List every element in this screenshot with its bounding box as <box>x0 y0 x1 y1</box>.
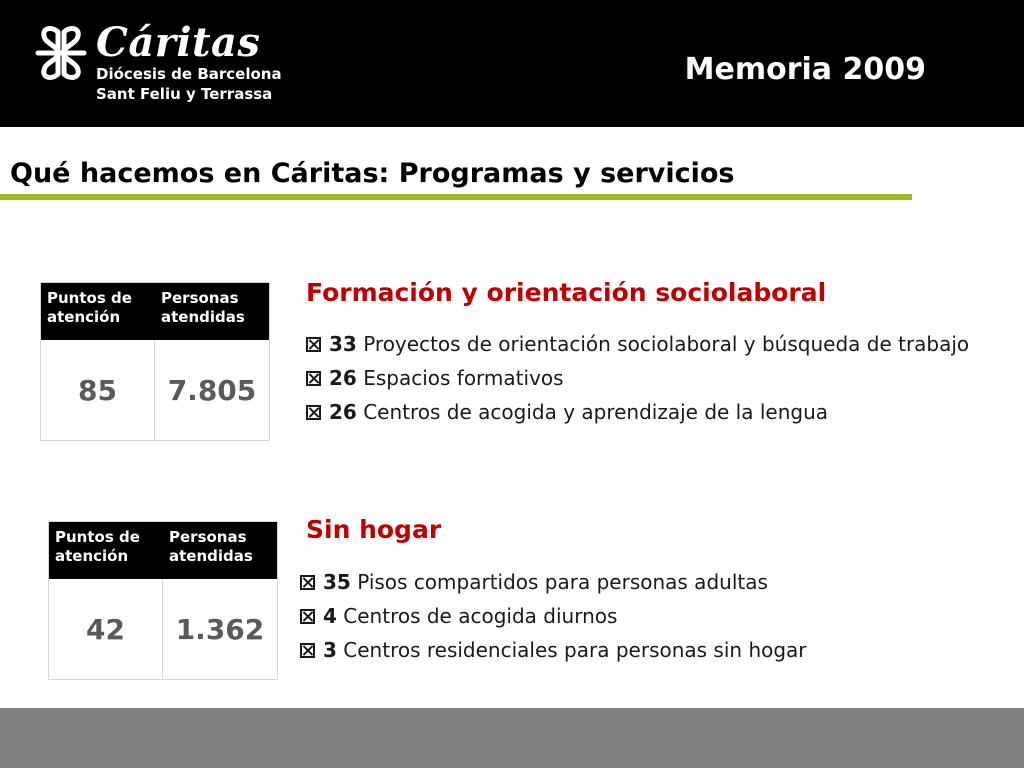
item-text: Espacios formativos <box>363 366 564 390</box>
footer-bar <box>0 708 1024 768</box>
checkbox-x-icon <box>306 405 321 420</box>
checkbox-x-icon <box>300 609 315 624</box>
brand-name: Cáritas <box>96 19 261 66</box>
item-number: 4 <box>323 604 337 628</box>
header-puntos-atencion: Puntos de atención <box>47 289 132 326</box>
brand-line-1: Diócesis de Barcelona <box>96 65 282 83</box>
item-number: 35 <box>323 570 351 594</box>
item-text: Centros de acogida y aprendizaje de la lengua <box>363 400 829 424</box>
value-personas-atendidas: 1.362 <box>175 612 265 646</box>
section-title-formacion: Formación y orientación sociolaboral <box>306 278 827 307</box>
item-text: Pisos compartidos para personas adultas <box>357 570 768 594</box>
stats-table-header <box>41 283 269 340</box>
list-item <box>300 633 990 667</box>
checkbox-x-icon <box>300 643 315 658</box>
bullet-list-sin-hogar <box>300 565 990 667</box>
brand-block <box>96 19 282 104</box>
item-number: 3 <box>323 638 337 662</box>
list-item <box>306 361 986 395</box>
value-personas-atendidas: 7.805 <box>167 373 257 407</box>
brand-line-2: Sant Feliu y Terrassa <box>96 85 273 103</box>
header-personas-atendidas: Personas atendidas <box>161 289 245 326</box>
stats-table-header <box>49 522 277 579</box>
checkbox-x-icon <box>306 337 321 352</box>
header-puntos-atencion: Puntos de atención <box>55 528 140 565</box>
item-number: 26 <box>329 366 357 390</box>
list-item <box>300 565 990 599</box>
caritas-cross-heart-icon <box>30 24 92 82</box>
page-title: Qué hacemos en Cáritas: Programas y servicios <box>10 158 735 189</box>
item-text: Proyectos de orientación sociolaboral y búsqueda de trabajo <box>363 332 970 356</box>
stats-table-values <box>49 579 277 679</box>
item-text: Centros de acogida diurnos <box>343 604 618 628</box>
stats-table-sin-hogar <box>48 521 278 680</box>
value-puntos-atencion: 85 <box>41 340 155 440</box>
header-personas-atendidas: Personas atendidas <box>169 528 253 565</box>
section-title-sin-hogar: Sin hogar <box>306 515 442 544</box>
list-item <box>300 599 990 633</box>
stats-table-values <box>41 340 269 440</box>
item-number: 33 <box>329 332 357 356</box>
bullet-list-formacion <box>306 327 986 429</box>
title-underline <box>0 194 912 200</box>
item-text: Centros residenciales para personas sin hogar <box>343 638 807 662</box>
list-item <box>306 327 986 361</box>
checkbox-x-icon <box>300 575 315 590</box>
header-title: Memoria 2009 <box>684 52 926 87</box>
stats-table-formacion <box>40 282 270 441</box>
item-number: 26 <box>329 400 357 424</box>
list-item <box>306 395 986 429</box>
value-puntos-atencion: 42 <box>49 579 163 679</box>
header-bar <box>0 0 1024 127</box>
checkbox-x-icon <box>306 371 321 386</box>
